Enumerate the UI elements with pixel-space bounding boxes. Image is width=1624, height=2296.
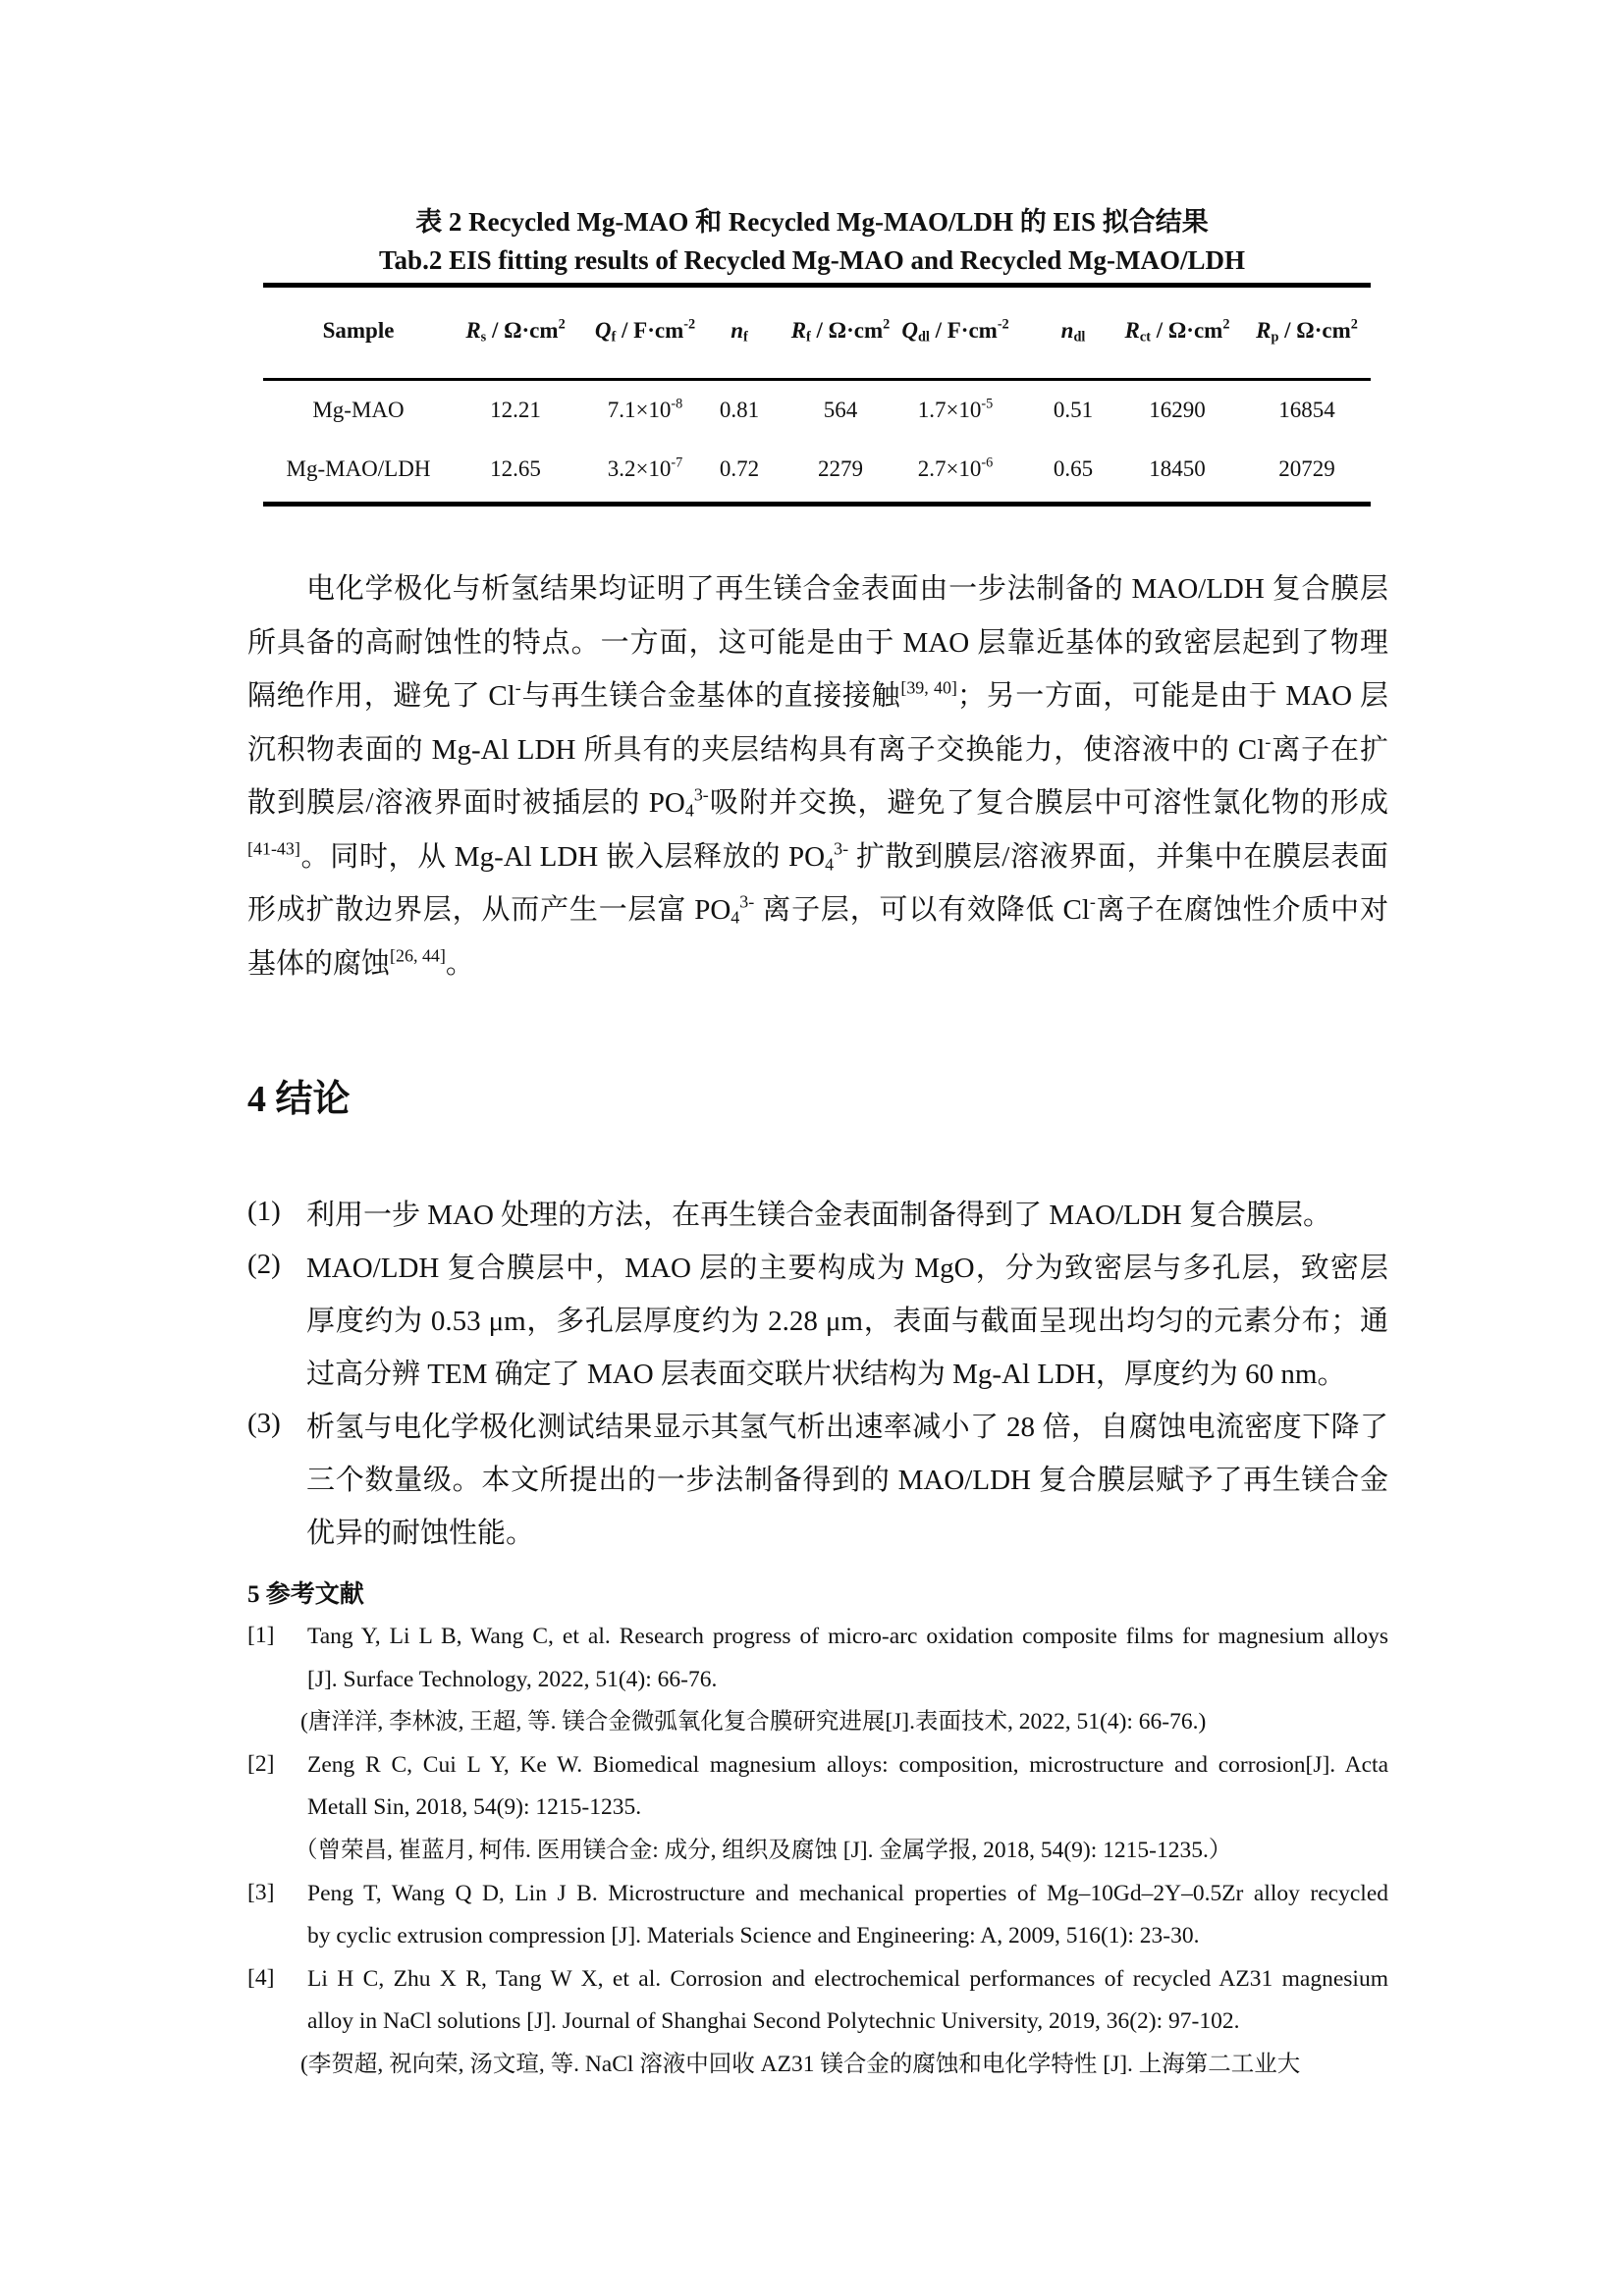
text-run: 0.65 — [1053, 456, 1094, 481]
superscript: 3- — [739, 891, 755, 912]
text-run: 0.51 — [1053, 398, 1094, 422]
text-run: 2279 — [818, 456, 863, 481]
reference-line: Zeng R C, Cui L Y, Ke W. Biomedical magnesium alloys: composition, microstructure and corrosion[J]. Acta — [307, 1751, 1388, 1778]
text-run: 基体的腐蚀 — [247, 947, 391, 980]
subscript: 4 — [731, 907, 740, 928]
superscript: - — [1089, 891, 1096, 912]
superscript: 2 — [883, 316, 891, 333]
superscript: 3- — [693, 784, 709, 805]
paragraph-line — [306, 569, 1388, 609]
reference-line: Li H C, Zhu X R, Tang W X, et al. Corrosion and electrochemical performances of recycled AZ31 magnesium — [307, 1965, 1388, 1992]
superscript: 2 — [1350, 316, 1358, 333]
text-run: 18450 — [1149, 456, 1206, 481]
conclusion-line — [306, 1461, 1388, 1500]
text-run: 隔绝作用，避免了 Cl — [247, 680, 515, 712]
reference-number: [3] — [247, 1879, 275, 1905]
conclusion-line — [306, 1196, 1388, 1235]
italic-symbol: Q — [594, 318, 612, 343]
reference-line: alloy in NaCl solutions [J]. Journal of Shanghai Second Polytechnic University, 2019, 36(2): 97-102. — [307, 2008, 1240, 2035]
reference-line: by cyclic extrusion compression [J]. Materials Science and Engineering: A, 2009, 516(1): 23-30. — [307, 1923, 1200, 1949]
text-run: 1.7×10 — [917, 398, 982, 422]
subscript: dl — [1073, 329, 1086, 346]
text-run: 0.72 — [719, 456, 760, 481]
superscript: [39, 40] — [900, 677, 957, 698]
table-caption-en: Tab.2 EIS fitting results of Recycled Mg-MAO and Recycled Mg-MAO/LDH — [379, 245, 1245, 275]
subscript: f — [743, 329, 748, 346]
text-run: 扩散到膜层/溶液界面，并集中在膜层表面 — [848, 840, 1388, 873]
italic-symbol: n — [1060, 318, 1074, 343]
table-caption-cn: 表 2 Recycled Mg-MAO 和 Recycled Mg-MAO/LDH 的 EIS 拟合结果 — [415, 207, 1209, 237]
text-run: 三个数量级。本文所提出的一步法制备得到的 MAO/LDH 复合膜层赋予了再生镁合金 — [306, 1465, 1388, 1496]
italic-symbol: R — [1256, 318, 1272, 343]
section-heading-conclusion: 4 结论 — [247, 1079, 351, 1120]
superscript: 2 — [558, 316, 566, 333]
text-run: Mg-MAO — [312, 398, 405, 422]
text-run: 厚度约为 0.53 μm，多孔层厚度约为 2.28 μm，表面与截面呈现出均匀的元素分布；通 — [306, 1306, 1388, 1337]
text-run: 0.81 — [719, 398, 760, 422]
text-run: 利用一步 MAO 处理的方法，在再生镁合金表面制备得到了 MAO/LDH 复合膜层。 — [306, 1200, 1332, 1231]
italic-symbol: Q — [901, 318, 918, 343]
table-cell — [275, 398, 442, 423]
superscript: [41-43] — [247, 837, 300, 858]
reference-line: (李贺超, 祝向荣, 汤文瑄, 等. NaCl 溶液中回收 AZ31 镁合金的腐蚀和电化学特性 [J]. 上海第二工业大 — [300, 2052, 1301, 2077]
paragraph-line — [247, 944, 1388, 984]
text-run: 形成扩散边界层，从而产生一层富 PO — [247, 894, 731, 926]
subscript: s — [480, 329, 487, 346]
subscript: 4 — [684, 800, 694, 821]
superscript: - — [1265, 730, 1272, 751]
text-run: 2.7×10 — [917, 456, 982, 481]
text-run: 所具备的高耐蚀性的特点。一方面，这可能是由于 MAO 层靠近基体的致密层起到了物理 — [247, 626, 1388, 659]
italic-symbol: n — [731, 318, 744, 343]
superscript: -5 — [981, 396, 994, 412]
paragraph-line — [247, 890, 1388, 930]
table-header-cell — [275, 318, 442, 344]
table-cell — [1223, 398, 1390, 423]
paragraph-line — [247, 837, 1388, 877]
paragraph-line — [247, 623, 1388, 663]
reference-number: [2] — [247, 1750, 275, 1777]
subscript: ct — [1139, 329, 1151, 346]
text-run: MAO/LDH 复合膜层中，MAO 层的主要构成为 MgO，分为致密层与多孔层，致密层 — [306, 1253, 1388, 1284]
text-run: 吸附并交换，避免了复合膜层中可溶性氯化物的形成 — [708, 787, 1388, 819]
paragraph-line — [247, 676, 1388, 716]
subscript: p — [1271, 329, 1279, 346]
superscript: -8 — [671, 396, 683, 412]
reference-line: Peng T, Wang Q D, Lin J B. Microstructure and mechanical properties of Mg–10Gd–2Y–0.5Zr alloy recycled — [307, 1880, 1388, 1906]
text-run: / Ω·cm — [1150, 318, 1223, 343]
table-top-rule — [263, 283, 1371, 288]
text-run: 。 — [445, 947, 474, 980]
item-number: (3) — [247, 1408, 281, 1439]
text-run: 16854 — [1278, 398, 1335, 422]
text-run: 优异的耐蚀性能。 — [306, 1518, 535, 1549]
item-number: (1) — [247, 1196, 281, 1227]
reference-line: (唐洋洋, 李林波, 王超, 等. 镁合金微弧氧化复合膜研究进展[J].表面技术, 2022, 51(4): 66-76.) — [300, 1709, 1207, 1735]
paragraph-line — [247, 783, 1388, 823]
text-run: 16290 — [1149, 398, 1206, 422]
reference-line: [J]. Surface Technology, 2022, 51(4): 66-76. — [307, 1666, 718, 1692]
text-run: 12.21 — [490, 398, 541, 422]
text-run: 电化学极化与析氢结果均证明了再生镁合金表面由一步法制备的 MAO/LDH 复合膜层 — [306, 573, 1388, 605]
superscript: [26, 44] — [390, 944, 446, 965]
reference-line: Metall Sin, 2018, 54(9): 1215-1235. — [307, 1794, 642, 1821]
subscript: f — [611, 329, 617, 346]
conclusion-line — [306, 1514, 1388, 1553]
conclusion-line — [306, 1408, 1388, 1447]
subscript: dl — [917, 329, 930, 346]
text-run: 离子层，可以有效降低 Cl — [754, 894, 1090, 926]
table-header-cell — [1223, 318, 1390, 344]
text-run: 析氢与电化学极化测试结果显示其氢气析出速率减小了 28 倍，自腐蚀电流密度下降了 — [306, 1412, 1388, 1443]
italic-symbol: R — [465, 318, 481, 343]
text-run: / Ω·cm — [486, 318, 559, 343]
text-run: ；另一方面，可能是由于 MAO 层 — [956, 680, 1388, 712]
text-run: / Ω·cm — [1278, 318, 1351, 343]
subscript: 4 — [825, 853, 835, 874]
italic-symbol: R — [1124, 318, 1140, 343]
italic-symbol: R — [790, 318, 807, 343]
text-run: / F·cm — [929, 318, 998, 343]
table-mid-rule — [263, 378, 1371, 381]
text-run: 564 — [823, 398, 858, 422]
table-bottom-rule — [263, 502, 1371, 507]
text-run: Mg-MAO/LDH — [286, 456, 431, 481]
superscript: -2 — [683, 316, 696, 333]
paragraph-line — [247, 730, 1388, 770]
superscript: - — [514, 677, 521, 698]
text-run: Sample — [322, 318, 395, 343]
reference-line: Tang Y, Li L B, Wang C, et al. Research progress of micro-arc oxidation composite films for magnesium alloys — [307, 1624, 1388, 1649]
conclusion-line — [306, 1302, 1388, 1341]
superscript: -2 — [997, 316, 1009, 333]
text-run: 与再生镁合金基体的直接接触 — [520, 680, 901, 712]
table-cell — [1223, 456, 1390, 482]
reference-line: （曾荣昌, 崔蓝月, 柯伟. 医用镁合金: 成分, 组织及腐蚀 [J]. 金属学报, 2018, 54(9): 1215-1235.） — [295, 1838, 1232, 1863]
text-run: 20729 — [1278, 456, 1335, 481]
reference-number: [1] — [247, 1623, 275, 1648]
item-number: (2) — [247, 1249, 281, 1280]
conclusion-line — [306, 1355, 1388, 1394]
reference-number: [4] — [247, 1964, 275, 1991]
table-cell — [275, 456, 442, 482]
text-run: 离子在扩 — [1271, 733, 1388, 766]
text-run: 12.65 — [490, 456, 541, 481]
section-heading-references: 5 参考文献 — [247, 1581, 364, 1608]
text-run: 离子在腐蚀性介质中对 — [1095, 894, 1388, 926]
superscript: -6 — [981, 454, 994, 471]
text-run: 。同时，从 Mg-Al LDH 嵌入层释放的 PO — [299, 840, 826, 873]
superscript: 2 — [1222, 316, 1230, 333]
text-run: / F·cm — [616, 318, 684, 343]
superscript: 3- — [834, 837, 849, 858]
text-run: 7.1×10 — [607, 398, 672, 422]
conclusion-line — [306, 1249, 1388, 1288]
text-run: 沉积物表面的 Mg-Al LDH 所具有的夹层结构具有离子交换能力，使溶液中的 Cl — [247, 733, 1266, 766]
text-run: / Ω·cm — [810, 318, 884, 343]
superscript: -7 — [671, 454, 683, 471]
subscript: f — [806, 329, 811, 346]
text-run: 过高分辨 TEM 确定了 MAO 层表面交联片状结构为 Mg-Al LDH，厚度约为 60 nm。 — [306, 1359, 1346, 1390]
text-run: 散到膜层/溶液界面时被插层的 PO — [247, 787, 685, 819]
text-run: 3.2×10 — [607, 456, 672, 481]
